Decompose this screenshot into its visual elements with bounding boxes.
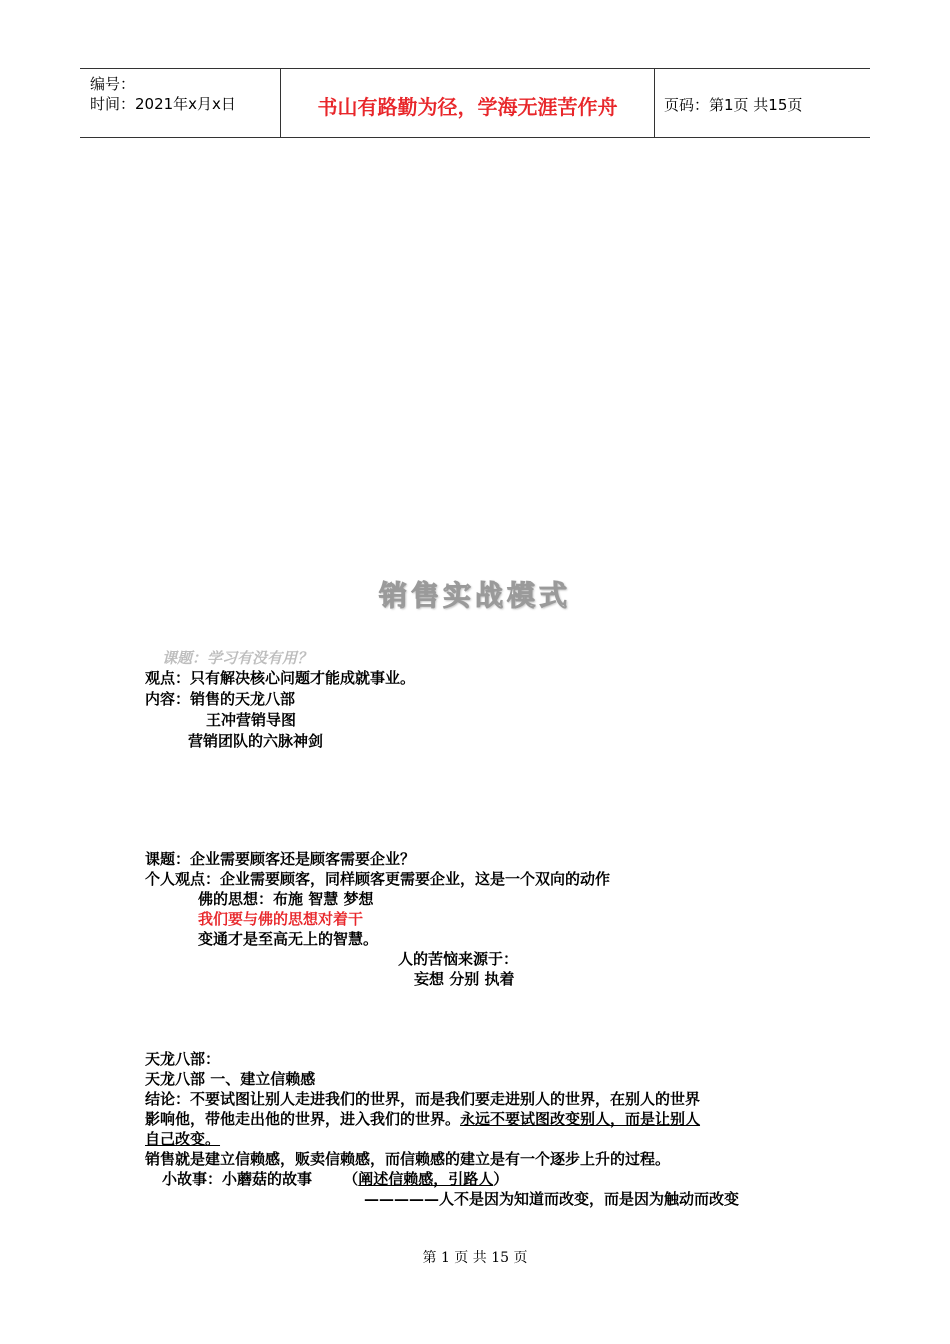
trouble-source: 人的苦恼来源于： [398, 950, 519, 968]
section-sub: 天龙八部 一、建立信赖感 [145, 1070, 316, 1088]
conclusion-line-2b: 永远不要试图改变别人，而是让别人 [460, 1110, 701, 1128]
personal-view: 个人观点：企业需要顾客，同样顾客更需要企业，这是一个双向的动作 [145, 870, 611, 888]
page-number-label: 页码：第1页 共15页 [664, 96, 803, 114]
document-title: 销售实战模式 [378, 579, 571, 612]
topic-1: 课题：学习有没有用？ [162, 649, 313, 667]
conclusion-line-2a: 影响他，带他走出他的世界，进入我们的世界。 [145, 1110, 461, 1128]
header-motto-cell [280, 69, 655, 137]
wisdom-statement: 变通才是至高无上的智慧。 [198, 930, 379, 948]
number-label: 编号： [90, 75, 136, 93]
content-item-2: 营销团队的六脉神剑 [188, 732, 324, 750]
conclusion-line-3: 自己改变。 [145, 1130, 221, 1148]
story-note-close: ） [493, 1170, 509, 1188]
sales-statement: 销售就是建立信赖感，贩卖信赖感，而信赖感的建立是有一个逐步上升的过程。 [145, 1150, 671, 1168]
date-label: 时间：2021年x月x日 [90, 95, 236, 113]
content-item-1: 王冲营销导图 [206, 711, 297, 729]
page-header [80, 68, 870, 138]
trouble-list: 妄想 分别 执着 [414, 970, 515, 988]
topic-2: 课题：企业需要顾客还是顾客需要企业？ [145, 850, 416, 868]
conclusion-line-1: 结论：不要试图让别人走进我们的世界，而是我们要走进别人的世界，在别人的世界 [145, 1090, 701, 1108]
section-heading: 天龙八部： [145, 1050, 221, 1068]
motto: 书山有路勤为径，学海无涯苦作舟 [317, 95, 618, 119]
red-statement: 我们要与佛的思想对着干 [198, 910, 364, 928]
story-title: 小故事：小蘑菇的故事 [162, 1170, 313, 1188]
view-1: 观点：只有解决核心问题才能成就事业。 [145, 669, 416, 687]
content-1: 内容：销售的天龙八部 [145, 690, 296, 708]
header-left-cell [80, 69, 280, 137]
story-note: 阐述信赖感，引路人 [358, 1170, 494, 1188]
conclusion-line-2 [145, 1109, 700, 1129]
header-right-cell [654, 69, 870, 137]
page-footer: 第 1 页 共 15 页 [422, 1250, 528, 1266]
buddha-thought: 佛的思想：布施 智慧 梦想 [198, 890, 374, 908]
story-note-open: （ [343, 1170, 359, 1188]
quote-line: —————人不是因为知道而改变，而是因为触动而改变 [364, 1190, 740, 1208]
story-line [162, 1169, 508, 1189]
